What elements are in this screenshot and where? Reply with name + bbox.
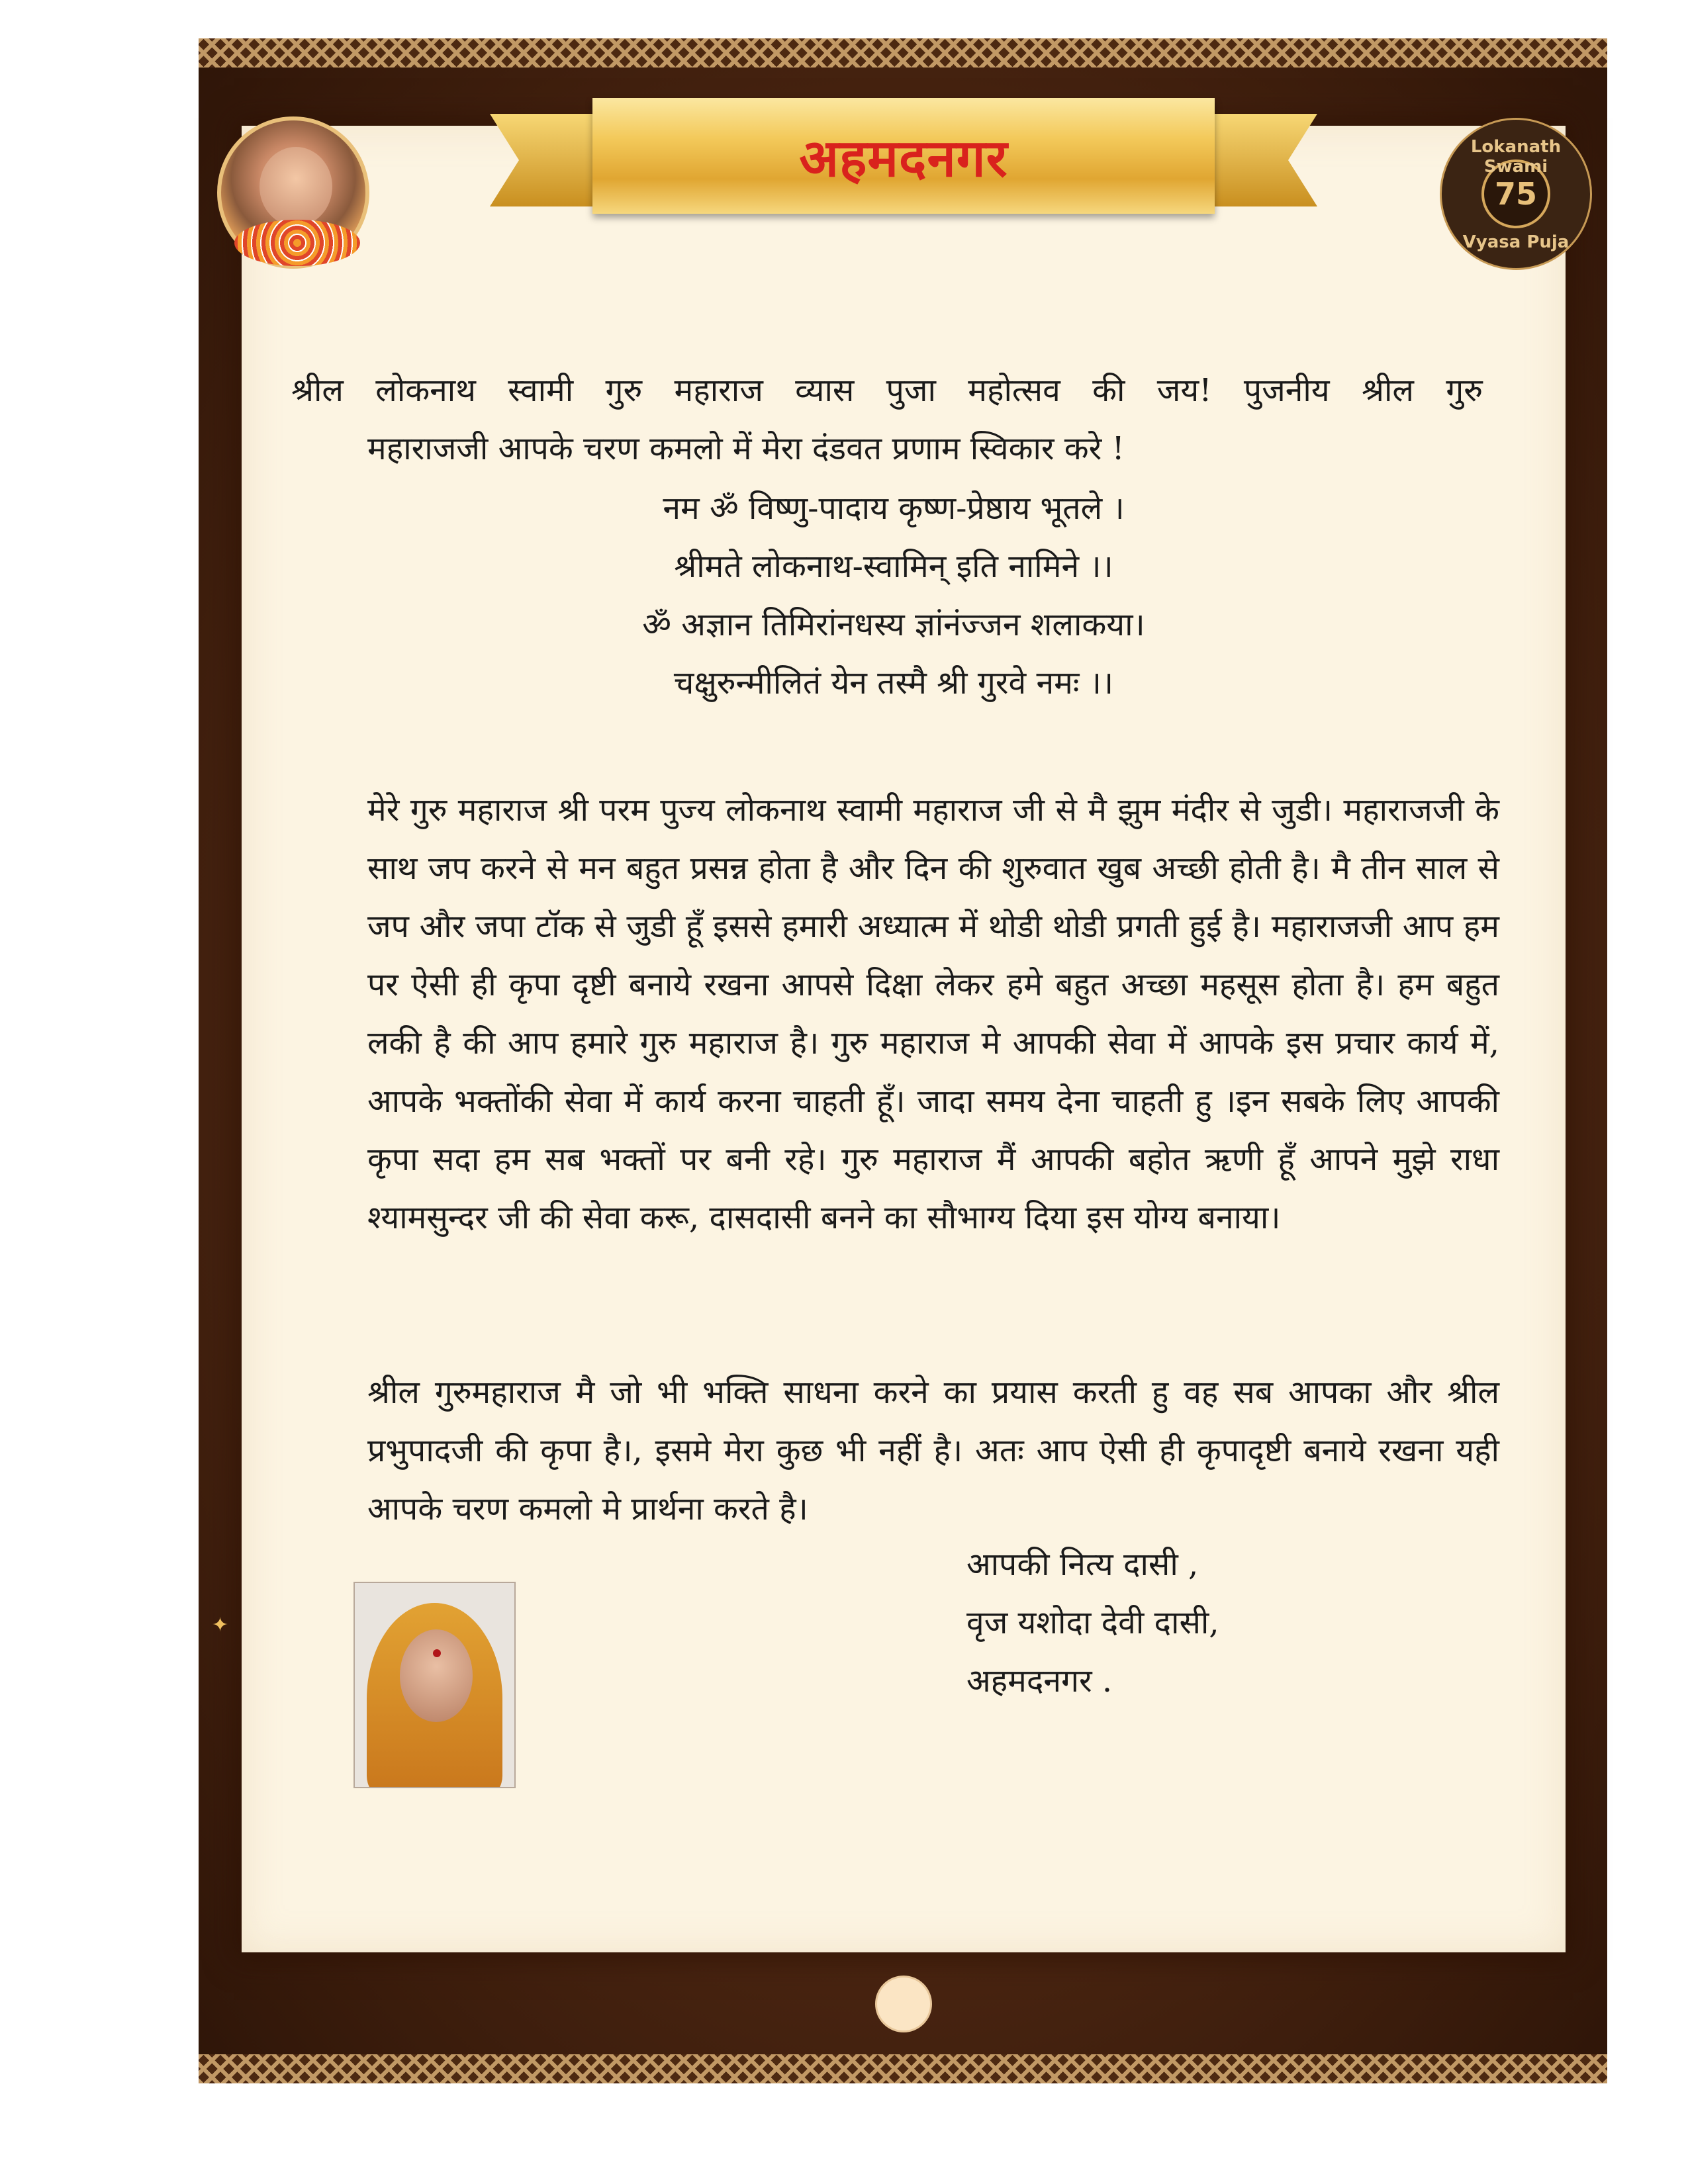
top-border-pattern — [199, 38, 1607, 68]
logo-number: 75 — [1481, 159, 1550, 228]
logo-top-text: Lokanath Swami — [1470, 137, 1562, 177]
guru-face — [259, 147, 332, 226]
intro-line-1: श्रील लोकनाथ स्वामी गुरु महाराज व्यास पुजा महोत्सव की जय! पुजनीय श्रील गुरु — [291, 372, 1483, 409]
verse-line-2: श्रीमते लोकनाथ-स्वामिन् इति नामिने ।। — [674, 548, 1113, 585]
sparkle-icon: ✦ — [212, 1614, 229, 1637]
verse-line-4: चक्षुरुन्मीलितं येन तस्मै श्री गुरवे नमः ।। — [673, 664, 1114, 702]
verse-line-1: नम ॐ विष्णु-पादाय कृष्ण-प्रेष्ठाय भूतले । — [663, 490, 1125, 527]
garland-decoration — [234, 220, 360, 266]
body-paragraph-1: मेरे गुरु महाराज श्री परम पुज्य लोकनाथ स्वामी महाराज जी से मै झुम मंदीर से जुडी। महाराजजी के साथ जप करने से मन बहुत प्रसन्न होता है और दिन की शुरुवात खुब अच्छी होती है। मै तीन साल से जप और जपा टॉक से जुडी हूँ इससे हमारी अध्यात्म में थोडी थोडी प्रगती हुई है। महाराजजी आप हम पर ऐसी ही कृपा दृष्टी बनाये रखना आपसे दिक्षा लेकर हमे बहुत अच्छा महसूस होता है। हम बहुत लकी है की आप हमारे गुरु महाराज है। गुरु महाराज मे आपकी सेवा में आपके इस प्रचार कार्य में, आपके भक्तोंकी सेवा में कार्य करना चाहती हूँ। जादा समय देना चाहती हु ।इन सबके लिए आपकी कृपा सदा हम सब भक्तों पर बनी रहे। गुरु महाराज मैं आपकी बहोत ऋणी हूँ आपने मुझे राधा श्यामसुन्दर जी की सेवा करू, दासदासी बनने का सौभाग्य दिया इस योग्य बनाया। — [367, 792, 1499, 1236]
intro-line-2: महाराजजी आपके चरण कमलो में मेरा दंडवत प्रणाम स्विकार करे ! — [367, 430, 1125, 467]
signature-line-1: आपकी नित्य दासी , — [966, 1546, 1199, 1583]
bindi — [433, 1649, 441, 1657]
page-indicator-dot — [875, 1976, 932, 2032]
ribbon-banner — [592, 98, 1215, 214]
author-photo — [353, 1582, 516, 1788]
logo-bottom-text: Vyasa Puja — [1462, 232, 1570, 252]
signature-line-3: अहमदनगर . — [966, 1662, 1113, 1700]
verse-line-3: ॐ अज्ञान तिमिरांनधस्य ज्ञांनंज्जन शलाकया। — [642, 606, 1145, 643]
author-face — [400, 1629, 473, 1722]
body-paragraph-2: श्रील गुरुमहाराज मै जो भी भक्ति साधना करने का प्रयास करती हु वह सब आपका और श्रील प्रभुपादजी की कृपा है।, इसमे मेरा कुछ भी नहीं है। अतः आप ऐसी ही कृपादृष्टी बनाये रखना यही आपके चरण कमलो मे प्रार्थना करते है। — [367, 1374, 1499, 1527]
guru-portrait — [217, 116, 369, 269]
vyasa-puja-logo — [1440, 118, 1592, 270]
page-title: अहमदनगर — [799, 128, 1008, 189]
bottom-border-pattern — [199, 2054, 1607, 2083]
signature-line-2: वृज यशोदा देवी दासी, — [966, 1604, 1219, 1641]
title-ribbon — [490, 98, 1317, 237]
